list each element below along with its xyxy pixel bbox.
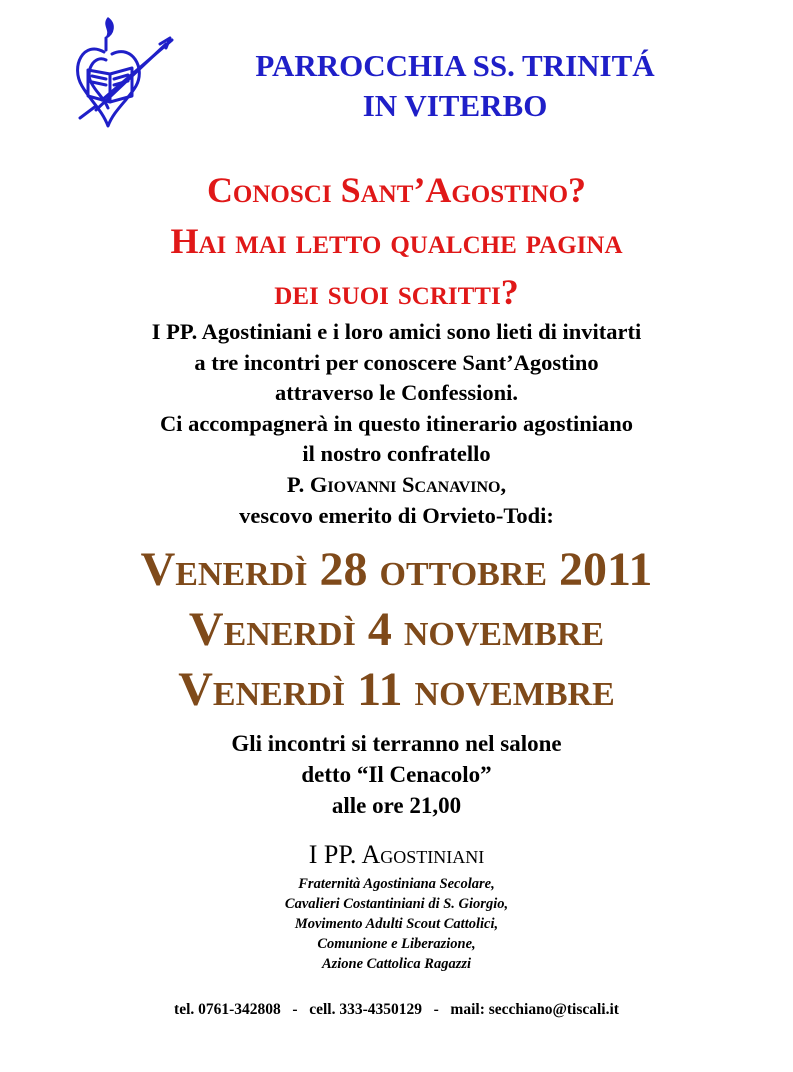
- invitation-line-2: a tre incontri per conoscere Sant’Agostino: [194, 349, 599, 375]
- headline-line-2: Hai mai letto qualche pagina: [170, 221, 623, 261]
- supporting-groups: [0, 874, 793, 974]
- headline-line-3: dei suoi scritti?: [274, 272, 519, 312]
- venue-line-1: Gli incontri si terranno nel salone: [231, 731, 562, 756]
- venue-info: [0, 728, 793, 821]
- parish-city-line: IN VITERBO: [362, 88, 548, 123]
- invitation-text: [0, 317, 793, 531]
- parish-heading: [200, 46, 710, 126]
- invitation-line-4: Ci accompagnerà in questo itinerario agostiniano: [159, 410, 634, 436]
- venue-time: alle ore 21,00: [331, 793, 462, 818]
- event-date-2: Venerdì 4 novembre: [188, 603, 605, 656]
- parish-logo: [66, 14, 178, 136]
- event-date-1: Venerdì 28 ottobre 2011: [140, 543, 653, 596]
- parish-name-line: PARROCCHIA SS. TRINITÁ: [255, 48, 655, 83]
- event-dates: [0, 540, 793, 720]
- group-item: Comunione e Liberazione,: [317, 936, 476, 952]
- venue-line-2: detto “Il Cenacolo”: [301, 762, 492, 787]
- group-item: Azione Cattolica Ragazzi: [321, 956, 472, 972]
- group-item: Fraternità Agostiniana Secolare,: [298, 876, 495, 892]
- speaker-title: vescovo emerito di Orvieto-Todi:: [239, 502, 554, 528]
- group-item: Cavalieri Costantiniani di S. Giorgio,: [284, 896, 509, 912]
- headline-line-1: Conosci Sant’Agostino?: [206, 170, 587, 210]
- headline: [0, 165, 793, 318]
- contact-line: tel. 0761-342808 - cell. 333-4350129 - mail: secchiano@tiscali.it: [174, 1001, 619, 1018]
- signature-name: I PP. Agostiniani: [308, 840, 485, 869]
- group-item: Movimento Adulti Scout Cattolici,: [294, 916, 499, 932]
- invitation-line-1: I PP. Agostiniani e i loro amici sono lieti di invitarti: [151, 319, 642, 344]
- invitation-line-3: attraverso le Confessioni.: [274, 380, 519, 406]
- event-date-3: Venerdì 11 novembre: [178, 663, 615, 716]
- speaker-name: P. Giovanni Scanavino,: [286, 471, 507, 497]
- invitation-line-5: il nostro confratello: [302, 441, 491, 467]
- augustinian-heart-book-flame-icon: [66, 14, 178, 136]
